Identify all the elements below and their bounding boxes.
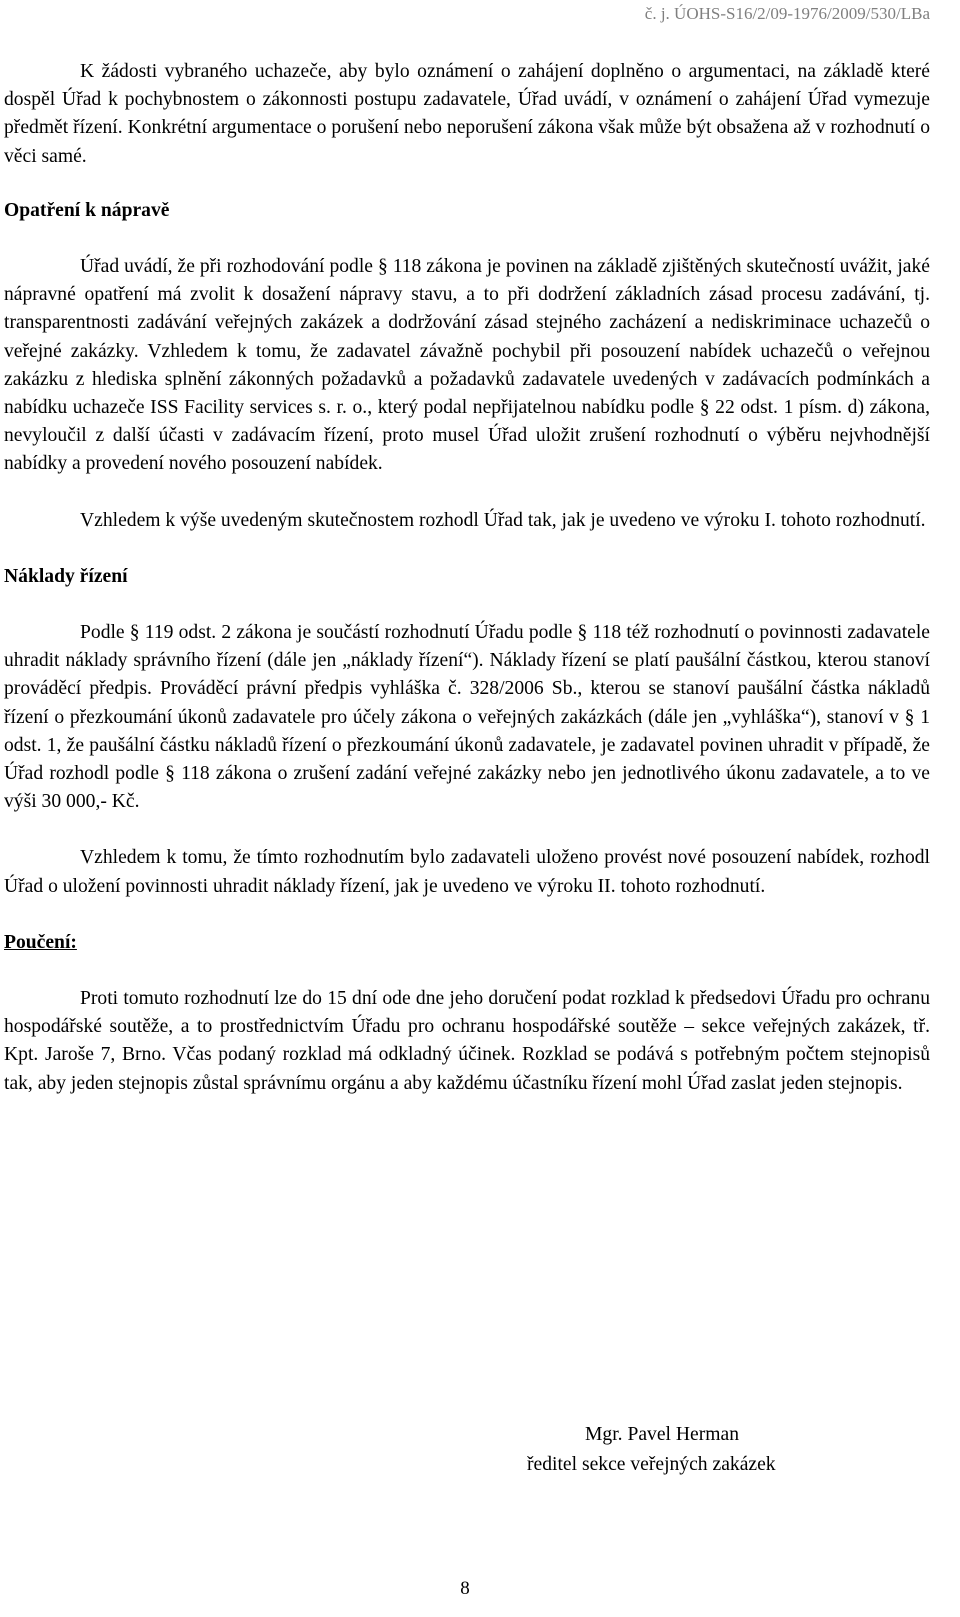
remedy-heading: Opatření k nápravě: [4, 199, 170, 221]
signatory-name: Mgr. Pavel Herman: [585, 1424, 739, 1445]
document-reference: č. j. ÚOHS-S16/2/09-1976/2009/530/LBa: [644, 4, 930, 23]
costs-paragraph-2: Vzhledem k tomu, že tímto rozhodnutím bylo zadavateli uloženo provést nové posouzení nabídek, rozhodl Úřad o uložení povinnosti uhradit náklady řízení, jak je uvedeno ve výroku II. tohoto rozhodnutí.: [4, 847, 930, 897]
instruction-heading: Poučení:: [4, 931, 77, 953]
signatory-title: ředitel sekce veřejných zakázek: [527, 1454, 776, 1475]
intro-paragraph: K žádosti vybraného uchazeče, aby bylo oznámení o zahájení doplněno o argumentaci, na základě které dospěl Úřad k pochybnostem o zákonnosti postupu zadavatele, Úřad uvádí, v oznámení o zahájení Úřad vymezuje předmět řízení. Konkrétní argumentace o porušení nebo neporušení zákona však může být obsažena až v rozhodnutí o věci samé.: [4, 61, 930, 167]
page-number: 8: [460, 1578, 470, 1599]
costs-paragraph-1: Podle § 119 odst. 2 zákona je součástí rozhodnutí Úřadu podle § 118 též rozhodnutí o povinnosti zadavatele uhradit náklady správního řízení (dále jen „náklady řízení“). Náklady řízení se platí paušální částkou, kterou stanoví prováděcí předpis. Prováděcí právní předpis vyhláška č. 328/2006 Sb., kterou se stanoví paušální částka nákladů řízení o přezkoumání úkonů zadavatele pro účely zákona o veřejných zakázkách (dále jen „vyhláška“), stanoví v § 1 odst. 1, že paušální částku nákladů řízení o přezkoumání úkonů zadavatele, je zadavatel povinen uhradit v případě, že Úřad rozhodl podle § 118 zákona o zrušení zadání veřejné zakázky nebo jen jednotlivého úkonu zadavatele, a to ve výši 30 000,- Kč.: [4, 622, 930, 813]
signature-block: [527, 1420, 776, 1480]
remedy-paragraph-2: Vzhledem k výše uvedeným skutečnostem rozhodl Úřad tak, jak je uvedeno ve výroku I. tohoto rozhodnutí.: [80, 509, 926, 531]
document-body: [4, 58, 930, 1098]
remedy-paragraph-1: Úřad uvádí, že při rozhodování podle § 118 zákona je povinen na základě zjištěných skutečností uvážit, jaké nápravné opatření má zvolit k dosažení nápravy stavu, a to při dodržení základních zásad procesu zadávání, tj. transparentnosti zadávání veřejných zakázek a dodržování zásad stejného zacházení a nediskriminace uchazečů o veřejné zakázky. Vzhledem k tomu, že zadavatel závažně pochybil při posouzení nabídek uchazečů o veřejnou zakázku z hlediska splnění zákonných požadavků a požadavků zadavatele uvedených v zadávacích podmínkách a nabídku uchazeče ISS Facility services s. r. o., který podal nepřijatelnou nabídku podle § 22 odst. 1 písm. d) zákona, nevyloučil z další účasti v zadávacím řízení, proto musel Úřad uložit zrušení rozhodnutí o výběru nejvhodnější nabídky a provedení nového posouzení nabídek.: [4, 256, 930, 475]
instruction-paragraph: Proti tomuto rozhodnutí lze do 15 dní ode dne jeho doručení podat rozklad k předsedovi Úřadu pro ochranu hospodářské soutěže, a to prostřednictvím Úřadu pro ochranu hospodářské soutěže – sekce veřejných zakázek, tř. Kpt. Jaroše 7, Brno. Včas podaný rozklad má odkladný účinek. Rozklad se podává s potřebným počtem stejnopisů tak, aby jeden stejnopis zůstal správnímu orgánu a aby každému účastníku řízení mohl Úřad zaslat jeden stejnopis.: [4, 988, 930, 1094]
costs-heading: Náklady řízení: [4, 565, 128, 587]
